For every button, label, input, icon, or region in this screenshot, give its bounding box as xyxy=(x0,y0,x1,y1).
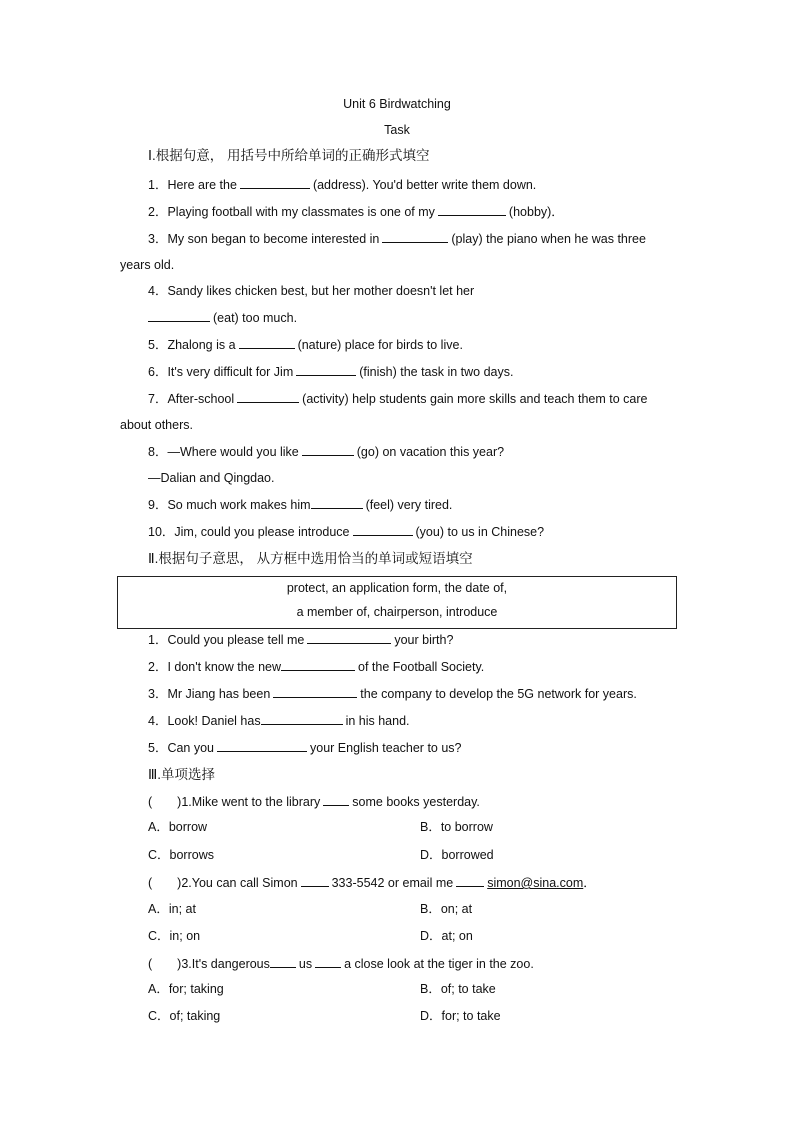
s1-question-4-cont xyxy=(148,309,297,326)
answer-blank[interactable] xyxy=(301,874,329,887)
section-2-heading: Ⅱ.根据句子意思， 从方框中选用恰当的单词或短语填空 xyxy=(148,551,473,566)
word-bank-line-1: protect, an application form, the date of, xyxy=(286,581,508,595)
s1-q7-text-a: 7．After-school xyxy=(148,392,235,406)
s1-q8-text-b: (go) on vacation this year? xyxy=(356,445,505,459)
s2-q1-text-b: your birth? xyxy=(394,633,454,647)
answer-blank[interactable] xyxy=(281,658,355,671)
s1-question-8 xyxy=(148,443,504,460)
s2-question-2 xyxy=(148,658,484,675)
mc-q2-option-a[interactable]: A．in; at xyxy=(148,902,196,916)
mc-q2-option-b[interactable]: B．on; at xyxy=(420,902,473,916)
s1-q8-text-a: 8．—Where would you like xyxy=(148,445,299,459)
mc-question-3 xyxy=(148,955,534,972)
answer-blank[interactable] xyxy=(148,309,210,322)
s2-q4-text-b: in his hand. xyxy=(345,714,410,728)
s2-question-4 xyxy=(148,712,410,729)
mc-q2-stem-b: 333-5542 or email me xyxy=(331,876,454,890)
s1-q8-answer-line: —Dalian and Qingdao. xyxy=(148,471,275,485)
answer-blank[interactable] xyxy=(323,793,349,806)
s1-question-5 xyxy=(148,336,463,353)
s1-q2-text-b: (hobby)． xyxy=(508,205,564,219)
section-3-heading: Ⅲ.单项选择 xyxy=(148,767,216,782)
mc-q3-option-c[interactable]: C．of; taking xyxy=(148,1009,221,1023)
answer-blank[interactable] xyxy=(438,203,506,216)
answer-blank[interactable] xyxy=(382,230,448,243)
s1-q7-continuation: about others. xyxy=(120,418,193,432)
s2-q2-text-b: of the Football Society. xyxy=(358,660,485,674)
s1-question-1 xyxy=(148,176,536,193)
mc-q3-option-b[interactable]: B．of; to take xyxy=(420,982,496,996)
s1-q10-text-b: (you) to us in Chinese? xyxy=(415,525,545,539)
answer-blank[interactable] xyxy=(311,496,363,509)
mc-q3-option-a[interactable]: A．for; taking xyxy=(148,982,224,996)
mc-q3-stem-b: us xyxy=(298,957,313,971)
s1-q9-text-b: (feel) very tired. xyxy=(365,498,453,512)
s1-question-9 xyxy=(148,496,452,513)
s2-q1-text-a: 1．Could you please tell me xyxy=(148,633,305,647)
answer-blank[interactable] xyxy=(273,685,357,698)
s1-question-10 xyxy=(148,523,544,540)
mc-question-2 xyxy=(148,874,596,891)
answer-blank[interactable] xyxy=(261,712,343,725)
answer-blank[interactable] xyxy=(296,363,356,376)
s2-q2-text-a: 2．I don't know the new xyxy=(148,660,282,674)
s1-q3-continuation: years old. xyxy=(120,258,175,272)
mc-q2-stem: ( )2.You can call Simon xyxy=(148,876,298,890)
page-subtitle: Task xyxy=(384,123,410,137)
s1-question-6 xyxy=(148,363,513,380)
s1-q1-text-b: (address). You'd better write them down. xyxy=(312,178,537,192)
answer-blank[interactable] xyxy=(240,176,310,189)
s2-q3-text-a: 3．Mr Jiang has been xyxy=(148,687,271,701)
answer-blank[interactable] xyxy=(307,631,391,644)
mc-q3-stem-c: a close look at the tiger in the zoo. xyxy=(344,957,534,971)
mc-q3-option-d[interactable]: D．for; to take xyxy=(420,1009,501,1023)
s2-q5-text-b: your English teacher to us? xyxy=(310,741,462,755)
s1-q3-text-b: (play) the piano when he was three xyxy=(451,232,646,246)
answer-blank[interactable] xyxy=(239,336,295,349)
s1-question-2 xyxy=(148,203,564,220)
s1-question-7 xyxy=(148,390,647,407)
s1-q4-text-a: 4．Sandy likes chicken best, but her mother doesn't let her xyxy=(148,284,475,298)
answer-blank[interactable] xyxy=(456,874,484,887)
mc-q2-end: ． xyxy=(583,876,596,890)
s2-q4-text-a: 4．Look! Daniel has xyxy=(148,714,261,728)
s2-question-5 xyxy=(148,739,462,756)
s1-q9-text-a: 9．So much work makes him xyxy=(148,498,311,512)
mc-q2-option-d[interactable]: D．at; on xyxy=(420,929,473,943)
mc-q1-option-b[interactable]: B．to borrow xyxy=(420,820,493,834)
word-bank-line-2: a member of, chairperson, introduce xyxy=(296,605,498,619)
s1-q1-text-a: 1．Here are the xyxy=(148,178,237,192)
page-title: Unit 6 Birdwatching xyxy=(343,97,451,111)
mc-q1-option-a[interactable]: A．borrow xyxy=(148,820,208,834)
mc-q1-option-c[interactable]: C．borrows xyxy=(148,848,214,862)
section-1-heading: Ⅰ.根据句意， 用括号中所给单词的正确形式填空 xyxy=(148,148,430,163)
mc-q1-stem-b: some books yesterday. xyxy=(352,795,480,809)
s2-question-3 xyxy=(148,685,637,702)
s1-q5-text-a: 5．Zhalong is a xyxy=(148,338,236,352)
word-bank-box xyxy=(117,576,677,629)
mc-q2-option-c[interactable]: C．in; on xyxy=(148,929,201,943)
s1-q5-text-b: (nature) place for birds to live. xyxy=(297,338,463,352)
answer-blank[interactable] xyxy=(315,955,341,968)
answer-blank[interactable] xyxy=(353,523,413,536)
s2-question-1 xyxy=(148,631,453,648)
mc-q1-option-d[interactable]: D．borrowed xyxy=(420,848,494,862)
s1-q10-text-a: 10．Jim, could you please introduce xyxy=(148,525,350,539)
email-link[interactable]: simon@sina.com xyxy=(487,876,584,890)
s1-q3-text-a: 3．My son began to become interested in xyxy=(148,232,380,246)
answer-blank[interactable] xyxy=(302,443,354,456)
answer-blank[interactable] xyxy=(217,739,307,752)
answer-blank[interactable] xyxy=(237,390,299,403)
s1-q6-text-b: (finish) the task in two days. xyxy=(359,365,514,379)
s1-question-3 xyxy=(148,230,646,247)
s1-q6-text-a: 6．It's very difficult for Jim xyxy=(148,365,294,379)
mc-q3-stem: ( )3.It's dangerous xyxy=(148,957,270,971)
mc-q1-stem: ( )1.Mike went to the library xyxy=(148,795,321,809)
s2-q5-text-a: 5．Can you xyxy=(148,741,215,755)
mc-question-1 xyxy=(148,793,480,810)
answer-blank[interactable] xyxy=(270,955,296,968)
s2-q3-text-b: the company to develop the 5G network for years. xyxy=(360,687,637,701)
s1-q2-text-a: 2．Playing football with my classmates is one of my xyxy=(148,205,435,219)
s1-q4-text-b: (eat) too much. xyxy=(213,311,298,325)
s1-q7-text-b: (activity) help students gain more skills and teach them to care xyxy=(302,392,648,406)
